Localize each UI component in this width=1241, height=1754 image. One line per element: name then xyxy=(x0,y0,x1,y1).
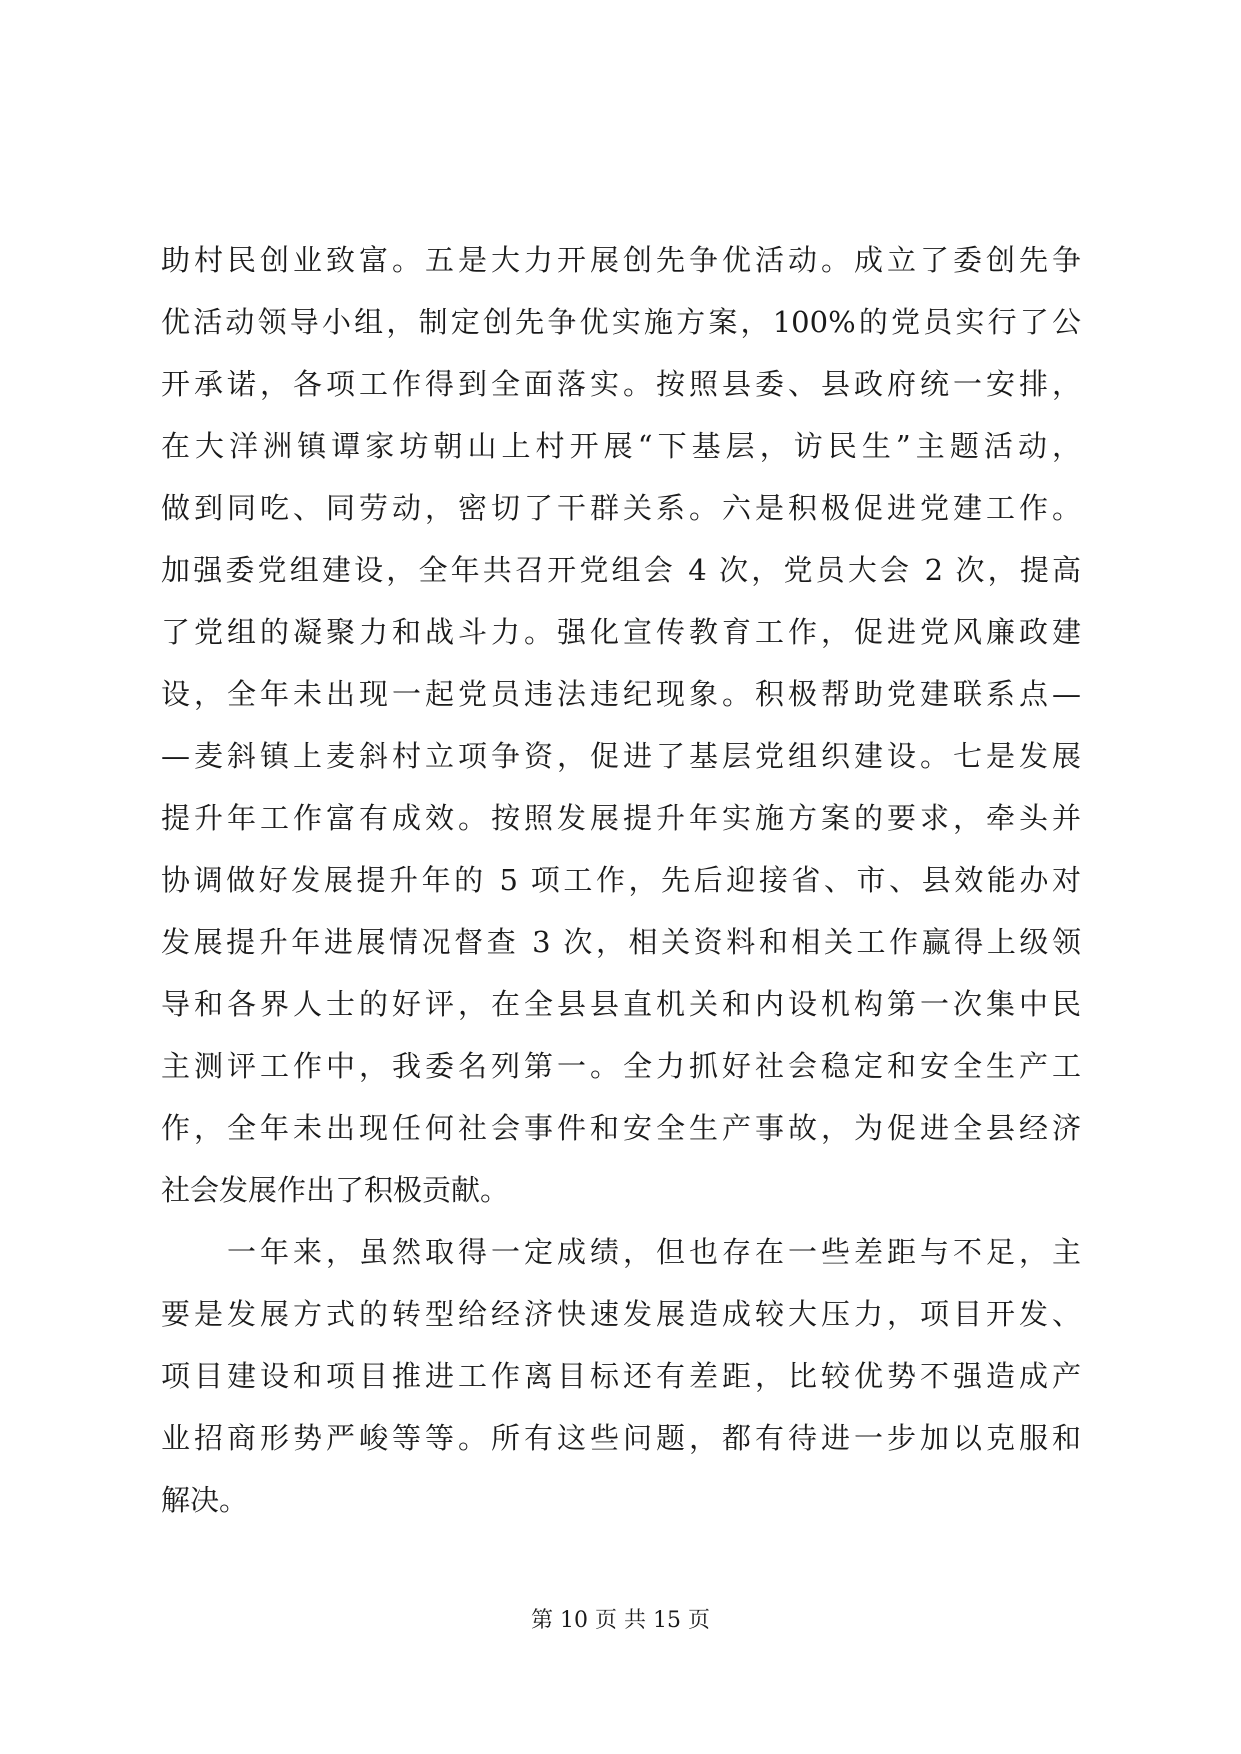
text-line: 业招商形势严峻等等。所有这些问题，都有待进一步加以克服和 xyxy=(161,1421,1081,1455)
text-line: 一年来，虽然取得一定成绩，但也存在一些差距与不足，主 xyxy=(161,1235,1081,1269)
page-number-footer: 第 10 页 共 15 页 xyxy=(531,1608,710,1633)
text-line: 加强委党组建设，全年共召开党组会 4 次，党员大会 2 次，提高 xyxy=(161,553,1081,587)
text-line: 解决。 xyxy=(161,1483,249,1517)
text-line: 发展提升年进展情况督查 3 次，相关资料和相关工作赢得上级领 xyxy=(161,925,1081,959)
text-line: 做到同吃、同劳动，密切了干群关系。六是积极促进党建工作。 xyxy=(161,491,1081,525)
text-line: 社会发展作出了积极贡献。 xyxy=(161,1173,510,1207)
text-line: 要是发展方式的转型给经济快速发展造成较大压力，项目开发、 xyxy=(161,1297,1081,1331)
text-line: 助村民创业致富。五是大力开展创先争优活动。成立了委创先争 xyxy=(161,243,1081,277)
text-line: 主测评工作中，我委名列第一。全力抓好社会稳定和安全生产工 xyxy=(161,1049,1081,1083)
text-line: 了党组的凝聚力和战斗力。强化宣传教育工作，促进党风廉政建 xyxy=(161,615,1081,649)
text-line: —麦斜镇上麦斜村立项争资，促进了基层党组织建设。七是发展 xyxy=(161,739,1081,773)
text-line: 开承诺，各项工作得到全面落实。按照县委、县政府统一安排， xyxy=(161,367,1081,401)
text-line: 协调做好发展提升年的 5 项工作，先后迎接省、市、县效能办对 xyxy=(161,863,1081,897)
text-line: 提升年工作富有成效。按照发展提升年实施方案的要求，牵头并 xyxy=(161,801,1081,835)
text-line: 设，全年未出现一起党员违法违纪现象。积极帮助党建联系点— xyxy=(161,677,1081,711)
text-line: 项目建设和项目推进工作离目标还有差距，比较优势不强造成产 xyxy=(161,1359,1081,1393)
text-line: 导和各界人士的好评，在全县县直机关和内设机构第一次集中民 xyxy=(161,987,1081,1021)
text-line: 优活动领导小组，制定创先争优实施方案，100%的党员实行了公 xyxy=(161,305,1081,339)
body-text xyxy=(161,229,1081,1531)
text-line: 在大洋洲镇谭家坊朝山上村开展“下基层，访民生”主题活动， xyxy=(161,429,1081,463)
text-line: 作，全年未出现任何社会事件和安全生产事故，为促进全县经济 xyxy=(161,1111,1081,1145)
